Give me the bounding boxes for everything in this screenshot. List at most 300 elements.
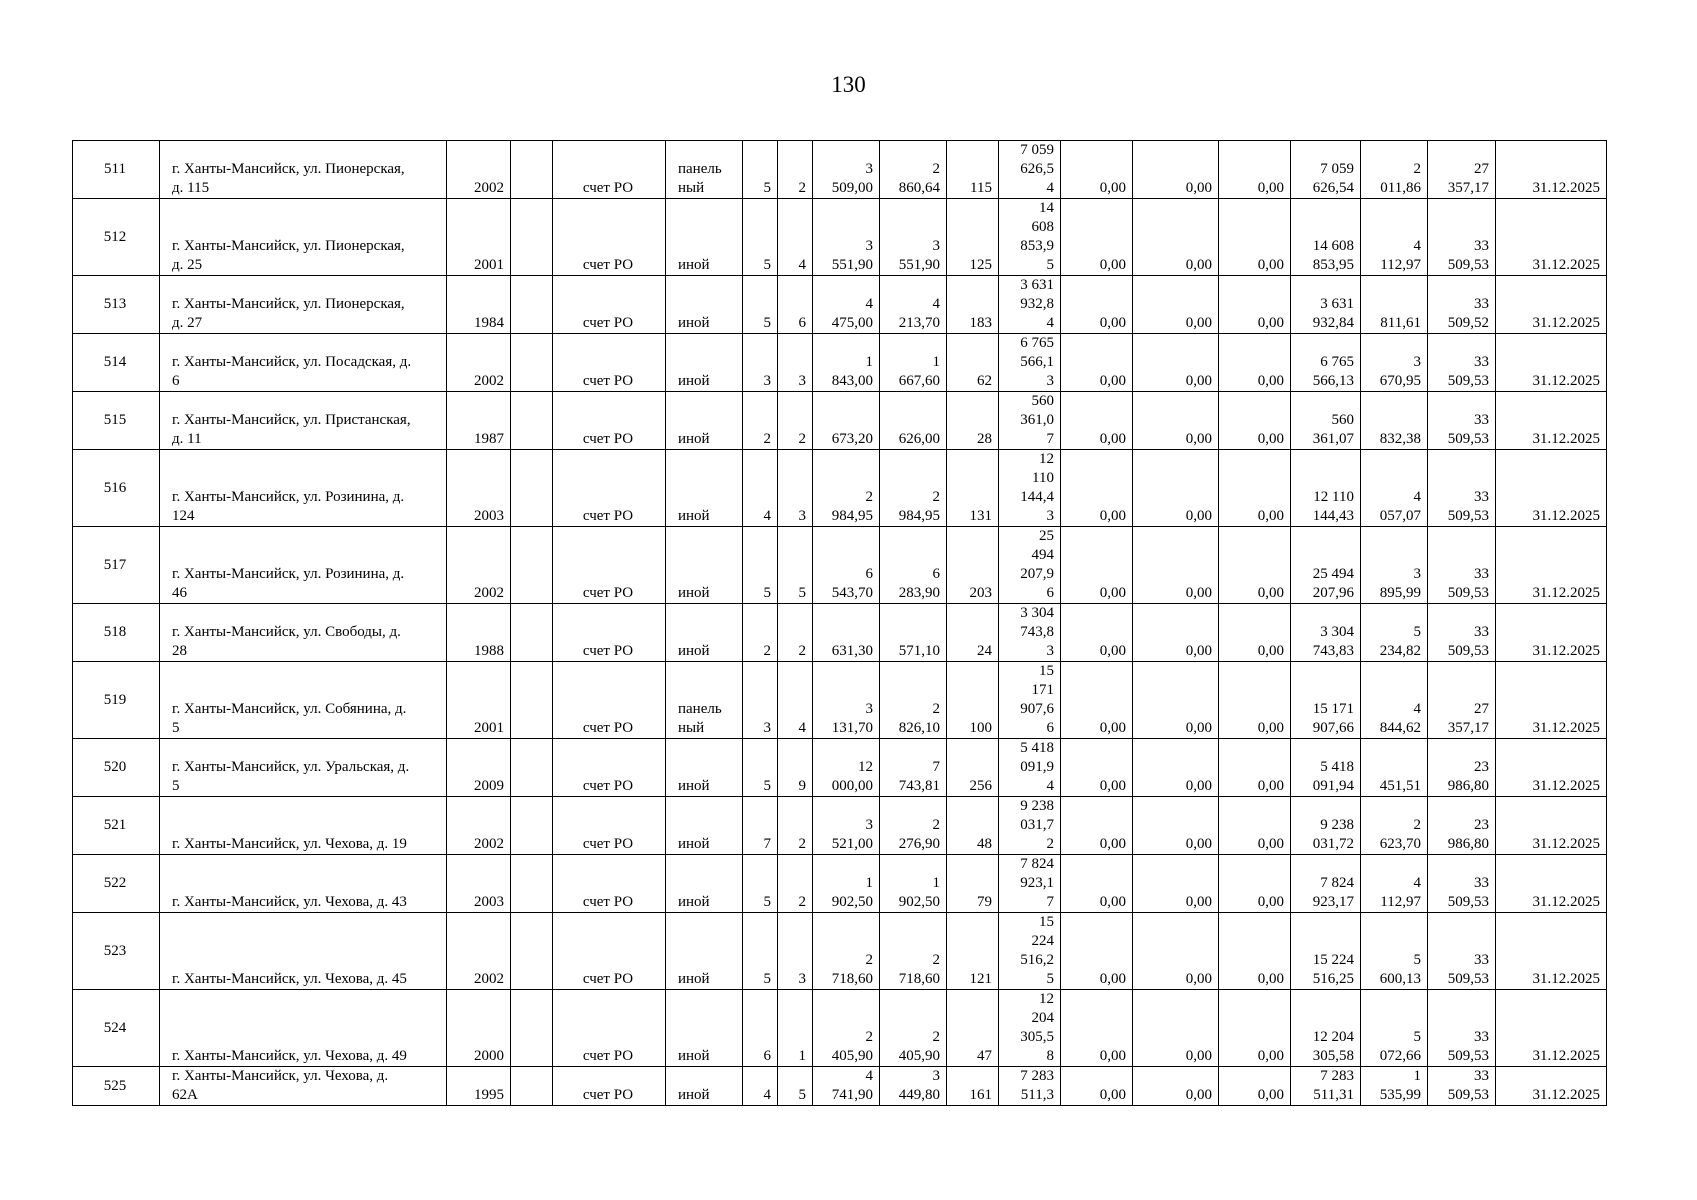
cell-owners-funds: 15 224 516,25	[1291, 913, 1361, 990]
cell-entrances: 4	[778, 662, 813, 739]
cell-floors: 3	[743, 662, 778, 739]
cell-account-type: счет РО	[553, 990, 666, 1067]
cell-year: 2001	[447, 662, 511, 739]
cell-fund-federal: 0,00	[1061, 392, 1133, 450]
cell-blank	[511, 392, 553, 450]
cell-row-number: 523	[73, 913, 160, 990]
cell-total-area: 1 902,50	[813, 855, 880, 913]
cell-entrances: 2	[778, 855, 813, 913]
table-body	[73, 141, 1607, 1106]
cell-row-number: 511	[73, 141, 160, 199]
cell-living-area: 2 405,90	[880, 990, 947, 1067]
cell-cost-total: 560 361,0 7	[999, 392, 1061, 450]
cell-residents: 100	[947, 662, 999, 739]
cell-living-area: 1 667,60	[880, 334, 947, 392]
cell-blank	[511, 527, 553, 604]
cell-completion-date: 31.12.2025	[1496, 199, 1607, 276]
table-row	[73, 604, 1607, 662]
cell-cost-total: 7 059 626,5 4	[999, 141, 1061, 199]
table-row	[73, 990, 1607, 1067]
cell-row-number: 513	[73, 276, 160, 334]
cell-fund-regional: 0,00	[1133, 334, 1219, 392]
cell-blank	[511, 450, 553, 527]
cell-fund-regional: 0,00	[1133, 199, 1219, 276]
cell-address: г. Ханты-Мансийск, ул. Собянина, д. 5	[160, 662, 447, 739]
cell-address: г. Ханты-Мансийск, ул. Пионерская, д. 25	[160, 199, 447, 276]
cell-owners-funds: 560 361,07	[1291, 392, 1361, 450]
cell-cost-per-sqm: 1 535,99	[1361, 1067, 1428, 1106]
cell-wall-material: иной	[666, 855, 743, 913]
cell-completion-date: 31.12.2025	[1496, 855, 1607, 913]
cell-cost-per-sqm: 2 011,86	[1361, 141, 1428, 199]
cell-cost-per-sqm: 832,38	[1361, 392, 1428, 450]
cell-cost-per-sqm: 4 057,07	[1361, 450, 1428, 527]
cell-floors: 4	[743, 1067, 778, 1106]
cell-cost-per-sqm: 5 234,82	[1361, 604, 1428, 662]
cell-total-area: 12 000,00	[813, 739, 880, 797]
table-row	[73, 1067, 1607, 1106]
cell-wall-material: иной	[666, 990, 743, 1067]
cell-row-number: 520	[73, 739, 160, 797]
cell-cost-per-sqm: 5 072,66	[1361, 990, 1428, 1067]
cell-row-number: 517	[73, 527, 160, 604]
table-row	[73, 913, 1607, 990]
cell-account-type: счет РО	[553, 276, 666, 334]
cell-entrances: 2	[778, 797, 813, 855]
table-row	[73, 662, 1607, 739]
cell-fund-federal: 0,00	[1061, 739, 1133, 797]
cell-year: 2002	[447, 334, 511, 392]
cell-fund-local: 0,00	[1219, 855, 1291, 913]
cell-completion-date: 31.12.2025	[1496, 276, 1607, 334]
cell-blank	[511, 276, 553, 334]
cell-year: 2003	[447, 855, 511, 913]
cell-wall-material: иной	[666, 276, 743, 334]
cell-owners-funds: 25 494 207,96	[1291, 527, 1361, 604]
cell-living-area: 2 826,10	[880, 662, 947, 739]
cell-cost-per-sqm: 3 670,95	[1361, 334, 1428, 392]
cell-row-number: 516	[73, 450, 160, 527]
cell-year: 2002	[447, 913, 511, 990]
cell-floors: 5	[743, 913, 778, 990]
cell-wall-material: иной	[666, 199, 743, 276]
cell-entrances: 2	[778, 141, 813, 199]
cell-wall-material: иной	[666, 450, 743, 527]
cell-living-area: 3 449,80	[880, 1067, 947, 1106]
cell-fund-regional: 0,00	[1133, 450, 1219, 527]
cell-completion-date: 31.12.2025	[1496, 450, 1607, 527]
cell-completion-date: 31.12.2025	[1496, 990, 1607, 1067]
cell-total-area: 3 509,00	[813, 141, 880, 199]
cell-wall-material: иной	[666, 527, 743, 604]
cell-total-area: 2 984,95	[813, 450, 880, 527]
cell-floors: 7	[743, 797, 778, 855]
cell-total-area: 673,20	[813, 392, 880, 450]
cell-cost-total: 12 110 144,4 3	[999, 450, 1061, 527]
cell-year: 2009	[447, 739, 511, 797]
cell-fund-local: 0,00	[1219, 450, 1291, 527]
cell-entrances: 5	[778, 1067, 813, 1106]
cell-row-number: 525	[73, 1067, 160, 1106]
cell-cost-total: 14 608 853,9 5	[999, 199, 1061, 276]
cell-address: г. Ханты-Мансийск, ул. Чехова, д. 19	[160, 797, 447, 855]
cell-living-area: 6 283,90	[880, 527, 947, 604]
cell-entrances: 2	[778, 604, 813, 662]
cell-fund-regional: 0,00	[1133, 990, 1219, 1067]
cell-year: 2001	[447, 199, 511, 276]
cell-floors: 5	[743, 141, 778, 199]
cell-cost-per-sqm: 2 623,70	[1361, 797, 1428, 855]
cell-fund-local: 0,00	[1219, 527, 1291, 604]
cell-row-number: 524	[73, 990, 160, 1067]
cell-address: г. Ханты-Мансийск, ул. Посадская, д. 6	[160, 334, 447, 392]
cell-cost-total: 3 304 743,8 3	[999, 604, 1061, 662]
cell-living-area: 2 860,64	[880, 141, 947, 199]
cell-blank	[511, 199, 553, 276]
buildings-table	[72, 140, 1607, 1106]
cell-blank	[511, 739, 553, 797]
cell-address: г. Ханты-Мансийск, ул. Чехова, д. 62А	[160, 1067, 447, 1106]
cell-address: г. Ханты-Мансийск, ул. Чехова, д. 49	[160, 990, 447, 1067]
cell-fund-regional: 0,00	[1133, 392, 1219, 450]
cell-fund-federal: 0,00	[1061, 199, 1133, 276]
cell-row-number: 512	[73, 199, 160, 276]
cell-fund-federal: 0,00	[1061, 913, 1133, 990]
cell-completion-date: 31.12.2025	[1496, 797, 1607, 855]
cell-fund-federal: 0,00	[1061, 855, 1133, 913]
cell-residents: 203	[947, 527, 999, 604]
cell-year: 1995	[447, 1067, 511, 1106]
table-row	[73, 855, 1607, 913]
table-row	[73, 392, 1607, 450]
cell-residents: 121	[947, 913, 999, 990]
cell-cost-total: 25 494 207,9 6	[999, 527, 1061, 604]
cell-fund-federal: 0,00	[1061, 450, 1133, 527]
cell-cost-total: 12 204 305,5 8	[999, 990, 1061, 1067]
cell-living-area: 2 276,90	[880, 797, 947, 855]
cell-blank	[511, 797, 553, 855]
cell-wall-material: иной	[666, 604, 743, 662]
cell-blank	[511, 855, 553, 913]
cell-residents: 131	[947, 450, 999, 527]
cell-limit-cost: 33 509,53	[1428, 990, 1496, 1067]
cell-owners-funds: 5 418 091,94	[1291, 739, 1361, 797]
cell-wall-material: иной	[666, 739, 743, 797]
cell-wall-material: иной	[666, 392, 743, 450]
cell-wall-material: панель ный	[666, 662, 743, 739]
cell-blank	[511, 141, 553, 199]
cell-residents: 48	[947, 797, 999, 855]
cell-total-area: 631,30	[813, 604, 880, 662]
cell-blank	[511, 1067, 553, 1106]
cell-limit-cost: 33 509,53	[1428, 855, 1496, 913]
cell-residents: 28	[947, 392, 999, 450]
cell-cost-total: 6 765 566,1 3	[999, 334, 1061, 392]
cell-fund-federal: 0,00	[1061, 276, 1133, 334]
cell-address: г. Ханты-Мансийск, ул. Пионерская, д. 115	[160, 141, 447, 199]
cell-living-area: 571,10	[880, 604, 947, 662]
cell-floors: 4	[743, 450, 778, 527]
cell-limit-cost: 33 509,53	[1428, 527, 1496, 604]
cell-residents: 47	[947, 990, 999, 1067]
cell-fund-regional: 0,00	[1133, 797, 1219, 855]
cell-fund-federal: 0,00	[1061, 1067, 1133, 1106]
cell-floors: 5	[743, 276, 778, 334]
cell-residents: 161	[947, 1067, 999, 1106]
cell-account-type: счет РО	[553, 199, 666, 276]
cell-cost-total: 5 418 091,9 4	[999, 739, 1061, 797]
table-row	[73, 199, 1607, 276]
cell-fund-regional: 0,00	[1133, 604, 1219, 662]
cell-cost-per-sqm: 4 844,62	[1361, 662, 1428, 739]
cell-living-area: 2 984,95	[880, 450, 947, 527]
cell-owners-funds: 14 608 853,95	[1291, 199, 1361, 276]
cell-fund-federal: 0,00	[1061, 662, 1133, 739]
cell-blank	[511, 604, 553, 662]
cell-fund-local: 0,00	[1219, 990, 1291, 1067]
cell-completion-date: 31.12.2025	[1496, 141, 1607, 199]
cell-account-type: счет РО	[553, 392, 666, 450]
cell-cost-per-sqm: 5 600,13	[1361, 913, 1428, 990]
cell-account-type: счет РО	[553, 662, 666, 739]
cell-fund-regional: 0,00	[1133, 855, 1219, 913]
cell-address: г. Ханты-Мансийск, ул. Пионерская, д. 27	[160, 276, 447, 334]
cell-fund-federal: 0,00	[1061, 141, 1133, 199]
table-row	[73, 527, 1607, 604]
cell-limit-cost: 33 509,53	[1428, 1067, 1496, 1106]
cell-residents: 24	[947, 604, 999, 662]
cell-limit-cost: 27 357,17	[1428, 141, 1496, 199]
cell-entrances: 3	[778, 913, 813, 990]
cell-total-area: 3 131,70	[813, 662, 880, 739]
page-number: 130	[831, 72, 866, 97]
cell-total-area: 1 843,00	[813, 334, 880, 392]
cell-owners-funds: 12 204 305,58	[1291, 990, 1361, 1067]
cell-residents: 183	[947, 276, 999, 334]
cell-residents: 79	[947, 855, 999, 913]
table-row	[73, 334, 1607, 392]
cell-account-type: счет РО	[553, 527, 666, 604]
cell-year: 2000	[447, 990, 511, 1067]
cell-floors: 2	[743, 604, 778, 662]
cell-total-area: 3 551,90	[813, 199, 880, 276]
cell-fund-local: 0,00	[1219, 662, 1291, 739]
cell-entrances: 1	[778, 990, 813, 1067]
cell-residents: 125	[947, 199, 999, 276]
cell-owners-funds: 9 238 031,72	[1291, 797, 1361, 855]
cell-year: 1987	[447, 392, 511, 450]
cell-limit-cost: 33 509,53	[1428, 913, 1496, 990]
cell-floors: 5	[743, 855, 778, 913]
cell-year: 2002	[447, 141, 511, 199]
cell-fund-federal: 0,00	[1061, 990, 1133, 1067]
cell-fund-local: 0,00	[1219, 739, 1291, 797]
cell-entrances: 5	[778, 527, 813, 604]
cell-account-type: счет РО	[553, 604, 666, 662]
cell-fund-federal: 0,00	[1061, 334, 1133, 392]
cell-fund-local: 0,00	[1219, 797, 1291, 855]
cell-year: 1988	[447, 604, 511, 662]
cell-cost-total: 15 171 907,6 6	[999, 662, 1061, 739]
cell-cost-per-sqm: 811,61	[1361, 276, 1428, 334]
cell-completion-date: 31.12.2025	[1496, 334, 1607, 392]
cell-fund-federal: 0,00	[1061, 527, 1133, 604]
cell-entrances: 9	[778, 739, 813, 797]
cell-account-type: счет РО	[553, 797, 666, 855]
cell-wall-material: панель ный	[666, 141, 743, 199]
cell-row-number: 514	[73, 334, 160, 392]
cell-completion-date: 31.12.2025	[1496, 739, 1607, 797]
cell-living-area: 4 213,70	[880, 276, 947, 334]
cell-entrances: 3	[778, 450, 813, 527]
cell-owners-funds: 6 765 566,13	[1291, 334, 1361, 392]
cell-entrances: 2	[778, 392, 813, 450]
cell-owners-funds: 3 304 743,83	[1291, 604, 1361, 662]
cell-fund-regional: 0,00	[1133, 662, 1219, 739]
cell-completion-date: 31.12.2025	[1496, 1067, 1607, 1106]
cell-limit-cost: 27 357,17	[1428, 662, 1496, 739]
table-row	[73, 141, 1607, 199]
cell-fund-local: 0,00	[1219, 199, 1291, 276]
cell-living-area: 3 551,90	[880, 199, 947, 276]
cell-living-area: 626,00	[880, 392, 947, 450]
cell-owners-funds: 7 059 626,54	[1291, 141, 1361, 199]
cell-account-type: счет РО	[553, 913, 666, 990]
cell-row-number: 521	[73, 797, 160, 855]
cell-address: г. Ханты-Мансийск, ул. Розинина, д. 46	[160, 527, 447, 604]
cell-owners-funds: 3 631 932,84	[1291, 276, 1361, 334]
cell-floors: 2	[743, 392, 778, 450]
cell-total-area: 4 741,90	[813, 1067, 880, 1106]
cell-limit-cost: 33 509,53	[1428, 392, 1496, 450]
cell-blank	[511, 662, 553, 739]
cell-fund-regional: 0,00	[1133, 141, 1219, 199]
cell-fund-regional: 0,00	[1133, 527, 1219, 604]
cell-completion-date: 31.12.2025	[1496, 662, 1607, 739]
cell-floors: 3	[743, 334, 778, 392]
cell-wall-material: иной	[666, 1067, 743, 1106]
cell-owners-funds: 15 171 907,66	[1291, 662, 1361, 739]
cell-total-area: 4 475,00	[813, 276, 880, 334]
cell-year: 2003	[447, 450, 511, 527]
cell-residents: 256	[947, 739, 999, 797]
cell-limit-cost: 33 509,53	[1428, 334, 1496, 392]
cell-total-area: 2 405,90	[813, 990, 880, 1067]
cell-total-area: 3 521,00	[813, 797, 880, 855]
cell-fund-local: 0,00	[1219, 913, 1291, 990]
cell-residents: 115	[947, 141, 999, 199]
cell-account-type: счет РО	[553, 739, 666, 797]
cell-total-area: 2 718,60	[813, 913, 880, 990]
cell-year: 2002	[447, 527, 511, 604]
cell-cost-total: 9 238 031,7 2	[999, 797, 1061, 855]
cell-row-number: 518	[73, 604, 160, 662]
cell-fund-local: 0,00	[1219, 604, 1291, 662]
cell-floors: 6	[743, 990, 778, 1067]
cell-row-number: 515	[73, 392, 160, 450]
cell-limit-cost: 23 986,80	[1428, 797, 1496, 855]
cell-residents: 62	[947, 334, 999, 392]
cell-address: г. Ханты-Мансийск, ул. Свободы, д. 28	[160, 604, 447, 662]
cell-entrances: 4	[778, 199, 813, 276]
cell-account-type: счет РО	[553, 1067, 666, 1106]
cell-cost-total: 3 631 932,8 4	[999, 276, 1061, 334]
cell-floors: 5	[743, 739, 778, 797]
table-row	[73, 739, 1607, 797]
cell-year: 2002	[447, 797, 511, 855]
cell-fund-local: 0,00	[1219, 334, 1291, 392]
cell-fund-regional: 0,00	[1133, 913, 1219, 990]
cell-completion-date: 31.12.2025	[1496, 913, 1607, 990]
cell-account-type: счет РО	[553, 450, 666, 527]
cell-cost-total: 15 224 516,2 5	[999, 913, 1061, 990]
cell-limit-cost: 33 509,52	[1428, 276, 1496, 334]
cell-fund-local: 0,00	[1219, 141, 1291, 199]
table-row	[73, 450, 1607, 527]
cell-cost-total: 7 824 923,1 7	[999, 855, 1061, 913]
cell-completion-date: 31.12.2025	[1496, 527, 1607, 604]
cell-cost-per-sqm: 451,51	[1361, 739, 1428, 797]
cell-account-type: счет РО	[553, 334, 666, 392]
cell-row-number: 522	[73, 855, 160, 913]
cell-limit-cost: 33 509,53	[1428, 604, 1496, 662]
cell-blank	[511, 990, 553, 1067]
cell-address: г. Ханты-Мансийск, ул. Чехова, д. 43	[160, 855, 447, 913]
cell-wall-material: иной	[666, 913, 743, 990]
cell-fund-local: 0,00	[1219, 1067, 1291, 1106]
cell-limit-cost: 33 509,53	[1428, 450, 1496, 527]
cell-owners-funds: 7 824 923,17	[1291, 855, 1361, 913]
cell-floors: 5	[743, 199, 778, 276]
cell-living-area: 1 902,50	[880, 855, 947, 913]
cell-account-type: счет РО	[553, 855, 666, 913]
cell-cost-per-sqm: 4 112,97	[1361, 855, 1428, 913]
cell-owners-funds: 12 110 144,43	[1291, 450, 1361, 527]
cell-address: г. Ханты-Мансийск, ул. Уральская, д. 5	[160, 739, 447, 797]
cell-address: г. Ханты-Мансийск, ул. Пристанская, д. 11	[160, 392, 447, 450]
cell-total-area: 6 543,70	[813, 527, 880, 604]
cell-living-area: 2 718,60	[880, 913, 947, 990]
cell-floors: 5	[743, 527, 778, 604]
cell-completion-date: 31.12.2025	[1496, 604, 1607, 662]
cell-wall-material: иной	[666, 334, 743, 392]
cell-completion-date: 31.12.2025	[1496, 392, 1607, 450]
cell-entrances: 3	[778, 334, 813, 392]
cell-limit-cost: 23 986,80	[1428, 739, 1496, 797]
cell-owners-funds: 7 283 511,31	[1291, 1067, 1361, 1106]
cell-cost-total: 7 283 511,3	[999, 1067, 1061, 1106]
cell-cost-per-sqm: 4 112,97	[1361, 199, 1428, 276]
cell-fund-local: 0,00	[1219, 392, 1291, 450]
cell-fund-regional: 0,00	[1133, 739, 1219, 797]
cell-address: г. Ханты-Мансийск, ул. Розинина, д. 124	[160, 450, 447, 527]
cell-fund-federal: 0,00	[1061, 604, 1133, 662]
table-row	[73, 276, 1607, 334]
cell-fund-regional: 0,00	[1133, 276, 1219, 334]
cell-blank	[511, 334, 553, 392]
cell-fund-local: 0,00	[1219, 276, 1291, 334]
cell-blank	[511, 913, 553, 990]
cell-account-type: счет РО	[553, 141, 666, 199]
cell-living-area: 7 743,81	[880, 739, 947, 797]
cell-wall-material: иной	[666, 797, 743, 855]
table-row	[73, 797, 1607, 855]
cell-row-number: 519	[73, 662, 160, 739]
cell-cost-per-sqm: 3 895,99	[1361, 527, 1428, 604]
cell-year: 1984	[447, 276, 511, 334]
cell-limit-cost: 33 509,53	[1428, 199, 1496, 276]
cell-fund-regional: 0,00	[1133, 1067, 1219, 1106]
